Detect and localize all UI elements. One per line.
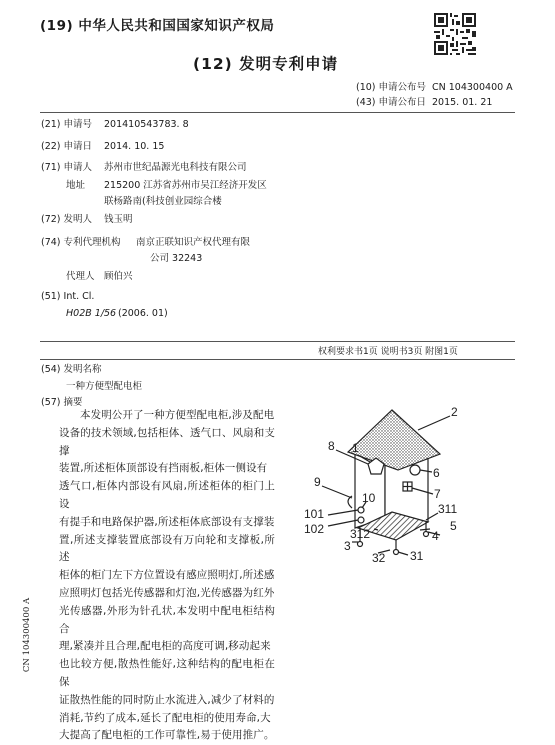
cabinet-figure	[300, 400, 512, 575]
label-2: 2	[451, 405, 458, 419]
label-10: 10	[362, 491, 376, 505]
agent-label: 代理人	[66, 271, 95, 282]
label-102: 102	[304, 522, 325, 536]
abstract-label: (57) 摘要	[41, 397, 83, 408]
page-counts: 权利要求书1页 说明书3页 附图1页	[318, 347, 458, 357]
abstract-line: 大提高了配电柜的工作可靠性,易于使用推广。	[59, 729, 275, 742]
invention-title: 一种方便型配电柜	[66, 381, 143, 392]
fan	[410, 465, 420, 475]
intcl-label: (51) Int. Cl.	[41, 291, 95, 302]
label-7: 7	[434, 487, 441, 501]
address-line-2: 联杨路南(科技创业园综合楼	[104, 196, 222, 207]
agent: 顾伯兴	[104, 271, 133, 282]
pub-no-label: (10) 申请公布号	[356, 82, 427, 93]
label-312: 312	[350, 527, 371, 541]
label-1: 1	[352, 441, 359, 455]
abstract-line: 证散热性能的同时防止水流进入,减少了材料的	[59, 693, 275, 706]
label-31: 31	[410, 549, 424, 563]
agency-line-2: 公司 32243	[150, 253, 203, 264]
divider	[40, 359, 515, 360]
label-6: 6	[433, 466, 440, 480]
app-no-label: (21) 申请号	[41, 119, 93, 130]
intcl-code: H02B 1/56	[66, 308, 117, 319]
pub-no: CN 104300400 A	[432, 82, 513, 93]
abstract-line: 理,紧凑并且合理,配电柜的高度可调,移动起来	[59, 640, 271, 653]
abstract-line: 本发明公开了一种方便型配电柜,涉及配电	[80, 409, 275, 421]
abstract-line: 置,所述支撑装置底部设有万向轮和支撑板,所述	[59, 533, 275, 564]
agency-line-1: 南京正联知识产权代理有限	[136, 237, 251, 248]
label-4: 4	[432, 529, 439, 543]
app-date-label: (22) 申请日	[41, 141, 93, 152]
address-line-1: 215200 江苏省苏州市吴江经济开发区	[104, 180, 267, 191]
label-32: 32	[372, 551, 386, 565]
qr-code-icon	[432, 11, 478, 57]
label-101: 101	[304, 507, 325, 521]
abstract-line: 消耗,节约了成本,延长了配电柜的使用寿命,大	[59, 711, 271, 724]
abstract-line: 光传感器,外形为针孔状,本发明中配电柜结构合	[59, 604, 275, 635]
inventor-label: (72) 发明人	[41, 214, 93, 225]
inventor: 钱玉明	[104, 214, 133, 225]
label-9: 9	[314, 475, 321, 489]
address-label: 地址	[66, 180, 86, 191]
app-date: 2014. 10. 15	[104, 141, 165, 152]
abstract-line: 有提手和电路保护器,所述柜体底部设有支撑装	[59, 515, 275, 528]
abstract-line: 也比较方便,散热性能好,这种结构的配电柜在保	[59, 658, 275, 688]
divider	[40, 112, 515, 113]
applicant: 苏州市世纪晶源光电科技有限公司	[104, 162, 247, 173]
abstract-line: 柜体的柜门左下方位置设有感应照明灯,所述感	[59, 569, 275, 582]
divider	[40, 341, 515, 342]
label-8: 8	[328, 439, 335, 453]
intcl-date: (2006. 01)	[118, 308, 168, 319]
doc-type-title: (12) 发明专利申请	[193, 55, 339, 73]
label-5: 5	[450, 519, 457, 533]
abstract-line: 应照明灯包括光传感器和灯泡,光传感器为红外	[59, 586, 275, 599]
abstract-text	[59, 407, 275, 745]
agency-label: (74) 专利代理机构	[41, 237, 121, 248]
title-label: (54) 发明名称	[41, 364, 102, 375]
abstract-line: 设备的技术领域,包括柜体、透气口、风扇和支撑	[59, 426, 275, 457]
office-name: (19) 中华人民共和国国家知识产权局	[40, 18, 275, 34]
light-sensor	[358, 507, 364, 513]
app-no: 201410543783. 8	[104, 119, 189, 130]
pub-date-label: (43) 申请公布日	[356, 97, 427, 108]
applicant-label: (71) 申请人	[41, 162, 93, 173]
lamp	[358, 517, 364, 523]
label-311: 311	[438, 502, 458, 516]
pub-date: 2015. 01. 21	[432, 97, 493, 108]
side-pub-number: CN 104300400 A	[22, 597, 32, 673]
abstract-line: 装置,所述柜体顶部设有挡雨板,柜体一侧设有	[59, 462, 268, 475]
label-3: 3	[344, 539, 351, 553]
abstract-line: 透气口,柜体内部设有风扇,所述柜体的柜门上设	[59, 480, 275, 510]
